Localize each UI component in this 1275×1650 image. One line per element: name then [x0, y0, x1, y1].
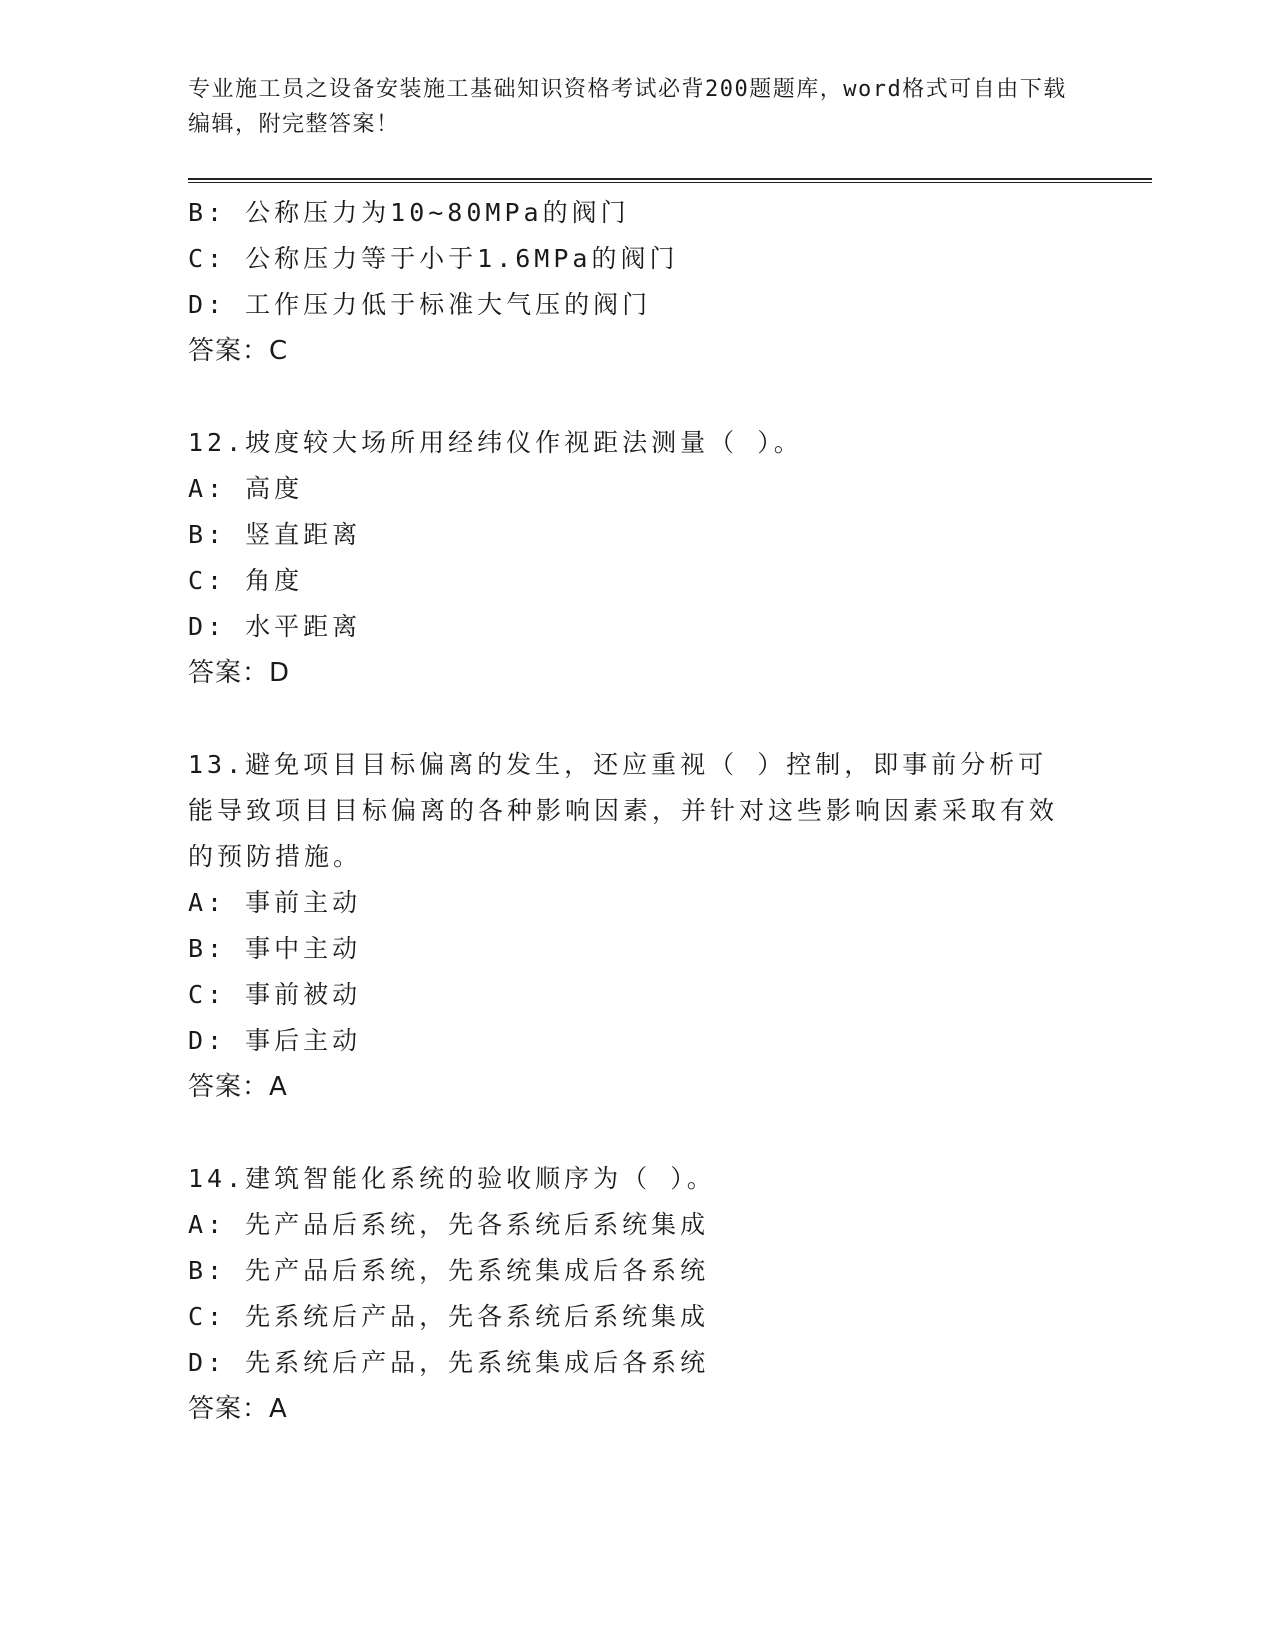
- spacer: [188, 374, 1088, 420]
- answer: 答案：D: [188, 658, 291, 688]
- option-d: D: 工作压力低于标准大气压的阀门: [188, 290, 652, 319]
- option-b: B: 事中主动: [188, 934, 362, 963]
- spacer: [188, 696, 1088, 742]
- option-d: D: 水平距离: [188, 612, 362, 641]
- question-12: [188, 420, 1088, 696]
- option-a: A: 先产品后系统，先各系统后系统集成: [188, 1210, 710, 1239]
- option-a: A: 事前主动: [188, 888, 362, 917]
- question-stem: 12.坡度较大场所用经纬仪作视距法测量（ ）。: [188, 428, 803, 457]
- option-b: B: 公称压力为10~80MPa的阀门: [188, 198, 630, 227]
- question-list: [188, 190, 1088, 1432]
- question-stem: 14.建筑智能化系统的验收顺序为（ ）。: [188, 1164, 716, 1193]
- option-c: C: 事前被动: [188, 980, 362, 1009]
- option-a: A: 高度: [188, 474, 304, 503]
- answer: 答案：A: [188, 1072, 288, 1102]
- question-13: [188, 742, 1088, 1110]
- answer: 答案：C: [188, 336, 289, 366]
- question-stem: 13.避免项目目标偏离的发生，还应重视（ ）控制，即事前分析可能导致项目目标偏离的各种影响因素，并针对这些影响因素采取有效的预防措施。: [188, 750, 1059, 871]
- question-11: [188, 190, 1088, 374]
- header-rule-thin: [188, 182, 1152, 183]
- document-header: 专业施工员之设备安装施工基础知识资格考试必背200题题库，word格式可自由下载编辑，附完整答案！: [188, 77, 1067, 137]
- option-c: C: 先系统后产品，先各系统后系统集成: [188, 1302, 710, 1331]
- option-d: D: 事后主动: [188, 1026, 362, 1055]
- option-b: B: 先产品后系统，先系统集成后各系统: [188, 1256, 710, 1285]
- option-c: C: 公称压力等于小于1.6MPa的阀门: [188, 244, 679, 273]
- option-b: B: 竖直距离: [188, 520, 362, 549]
- option-d: D: 先系统后产品，先系统集成后各系统: [188, 1348, 710, 1377]
- header-rule-thick: [188, 178, 1152, 180]
- spacer: [188, 1110, 1088, 1156]
- option-c: C: 角度: [188, 566, 304, 595]
- answer: 答案：A: [188, 1394, 288, 1424]
- question-14: [188, 1156, 1088, 1432]
